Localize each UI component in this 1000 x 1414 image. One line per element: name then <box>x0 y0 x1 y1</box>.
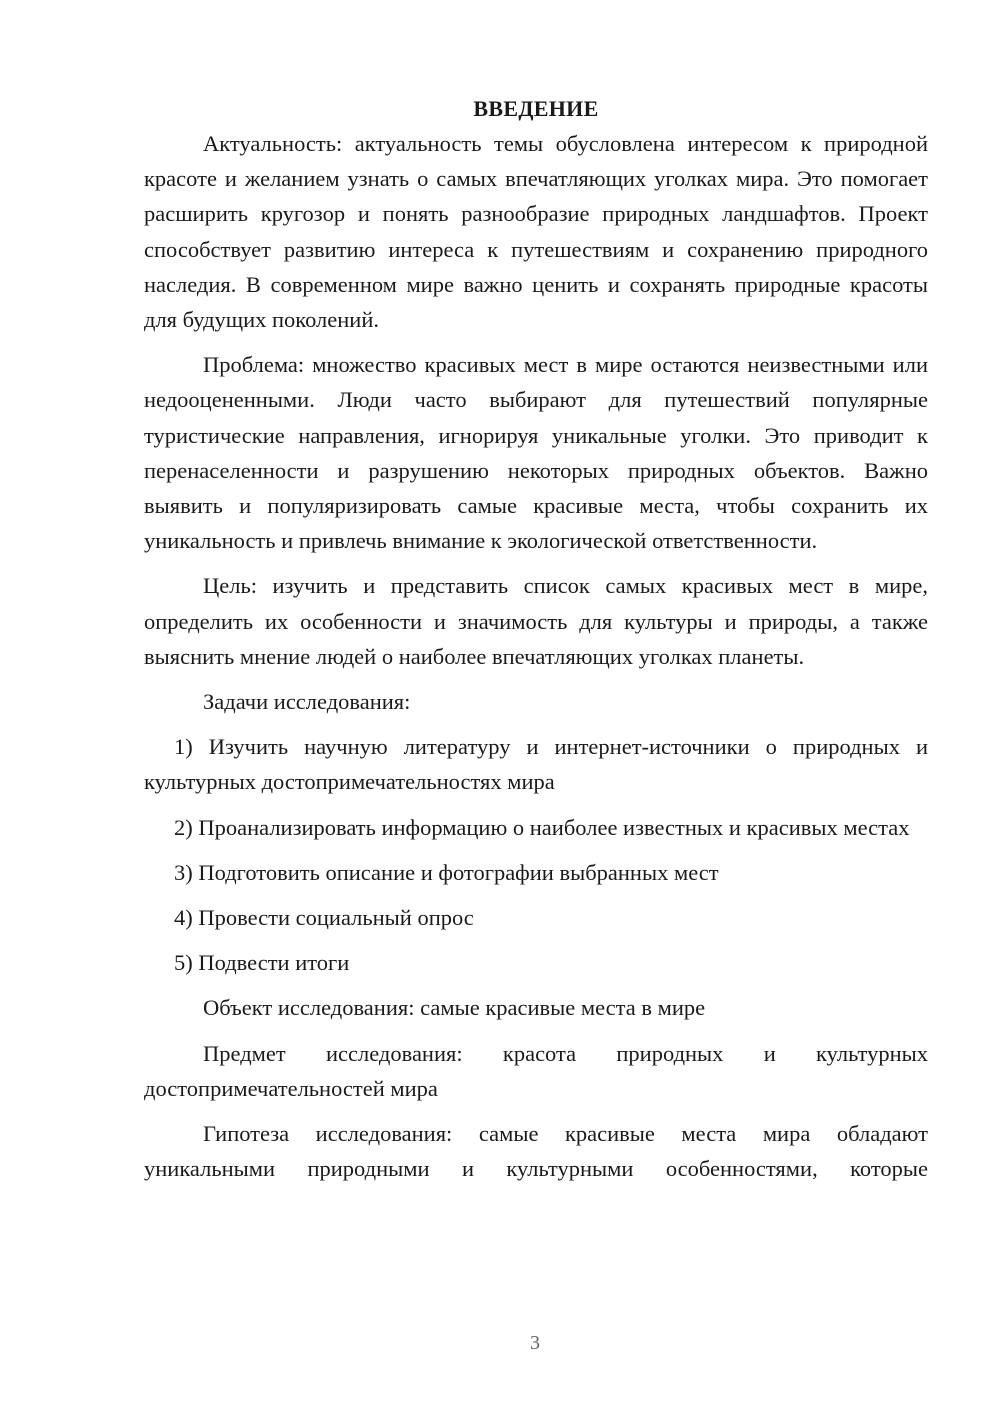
tasks-heading: Задачи исследования: <box>203 689 411 715</box>
paragraph-object: Объект исследования: самые красивые места в мире <box>203 995 706 1021</box>
paragraph-goal: Цель: изучить и представить список самых красивых мест в мире, определить их особенности и значимость для культуры и природы, а также выяснить мнение людей о наиболее впечатляющих уголках планеты. <box>144 573 928 669</box>
page-body <box>144 92 928 1186</box>
list-item-task-4: 4) Провести социальный опрос <box>174 905 474 931</box>
list-item-task-5: 5) Подвести итоги <box>174 950 350 976</box>
paragraph-relevance: Актуальность: актуальность темы обусловлена интересом к природной красоте и желанием узнать о самых впечатляющих уголках мира. Это помогает расширить кругозор и понять разнообразие природных ландшафтов. Проект способствует развитию интереса к путешествиям и сохранению природного наследия. В современном мире важно ценить и сохранять природные красоты для будущих поколений. <box>144 131 928 333</box>
page-title: ВВЕДЕНИЕ <box>473 96 599 121</box>
paragraph-hypothesis: Гипотеза исследования: самые красивые места мира обладают уникальными природными и культурными особенностями, которые <box>144 1121 928 1182</box>
list-item-task-1: 1) Изучить научную литературу и интернет-источники о природных и культурных достопримечательностях мира <box>144 734 928 795</box>
list-item-task-3: 3) Подготовить описание и фотографии выбранных мест <box>174 859 719 885</box>
paragraph-problem: Проблема: множество красивых мест в мире остаются неизвестными или недооцененными. Люди часто выбирают для путешествий популярные туристические направления, игнорируя уникальные уголки. Это приводит к перенаселенности и разрушению некоторых природных объектов. Важно выявить и популяризировать самые красивые места, чтобы сохранить их уникальность и привлечь внимание к экологической ответственности. <box>144 352 928 554</box>
list-item-task-2: 2) Проанализировать информацию о наиболее известных и красивых местах <box>174 814 910 840</box>
page-number: 3 <box>530 1332 540 1354</box>
paragraph-subject: Предмет исследования: красота природных и культурных достопримечательностей мира <box>144 1040 928 1101</box>
